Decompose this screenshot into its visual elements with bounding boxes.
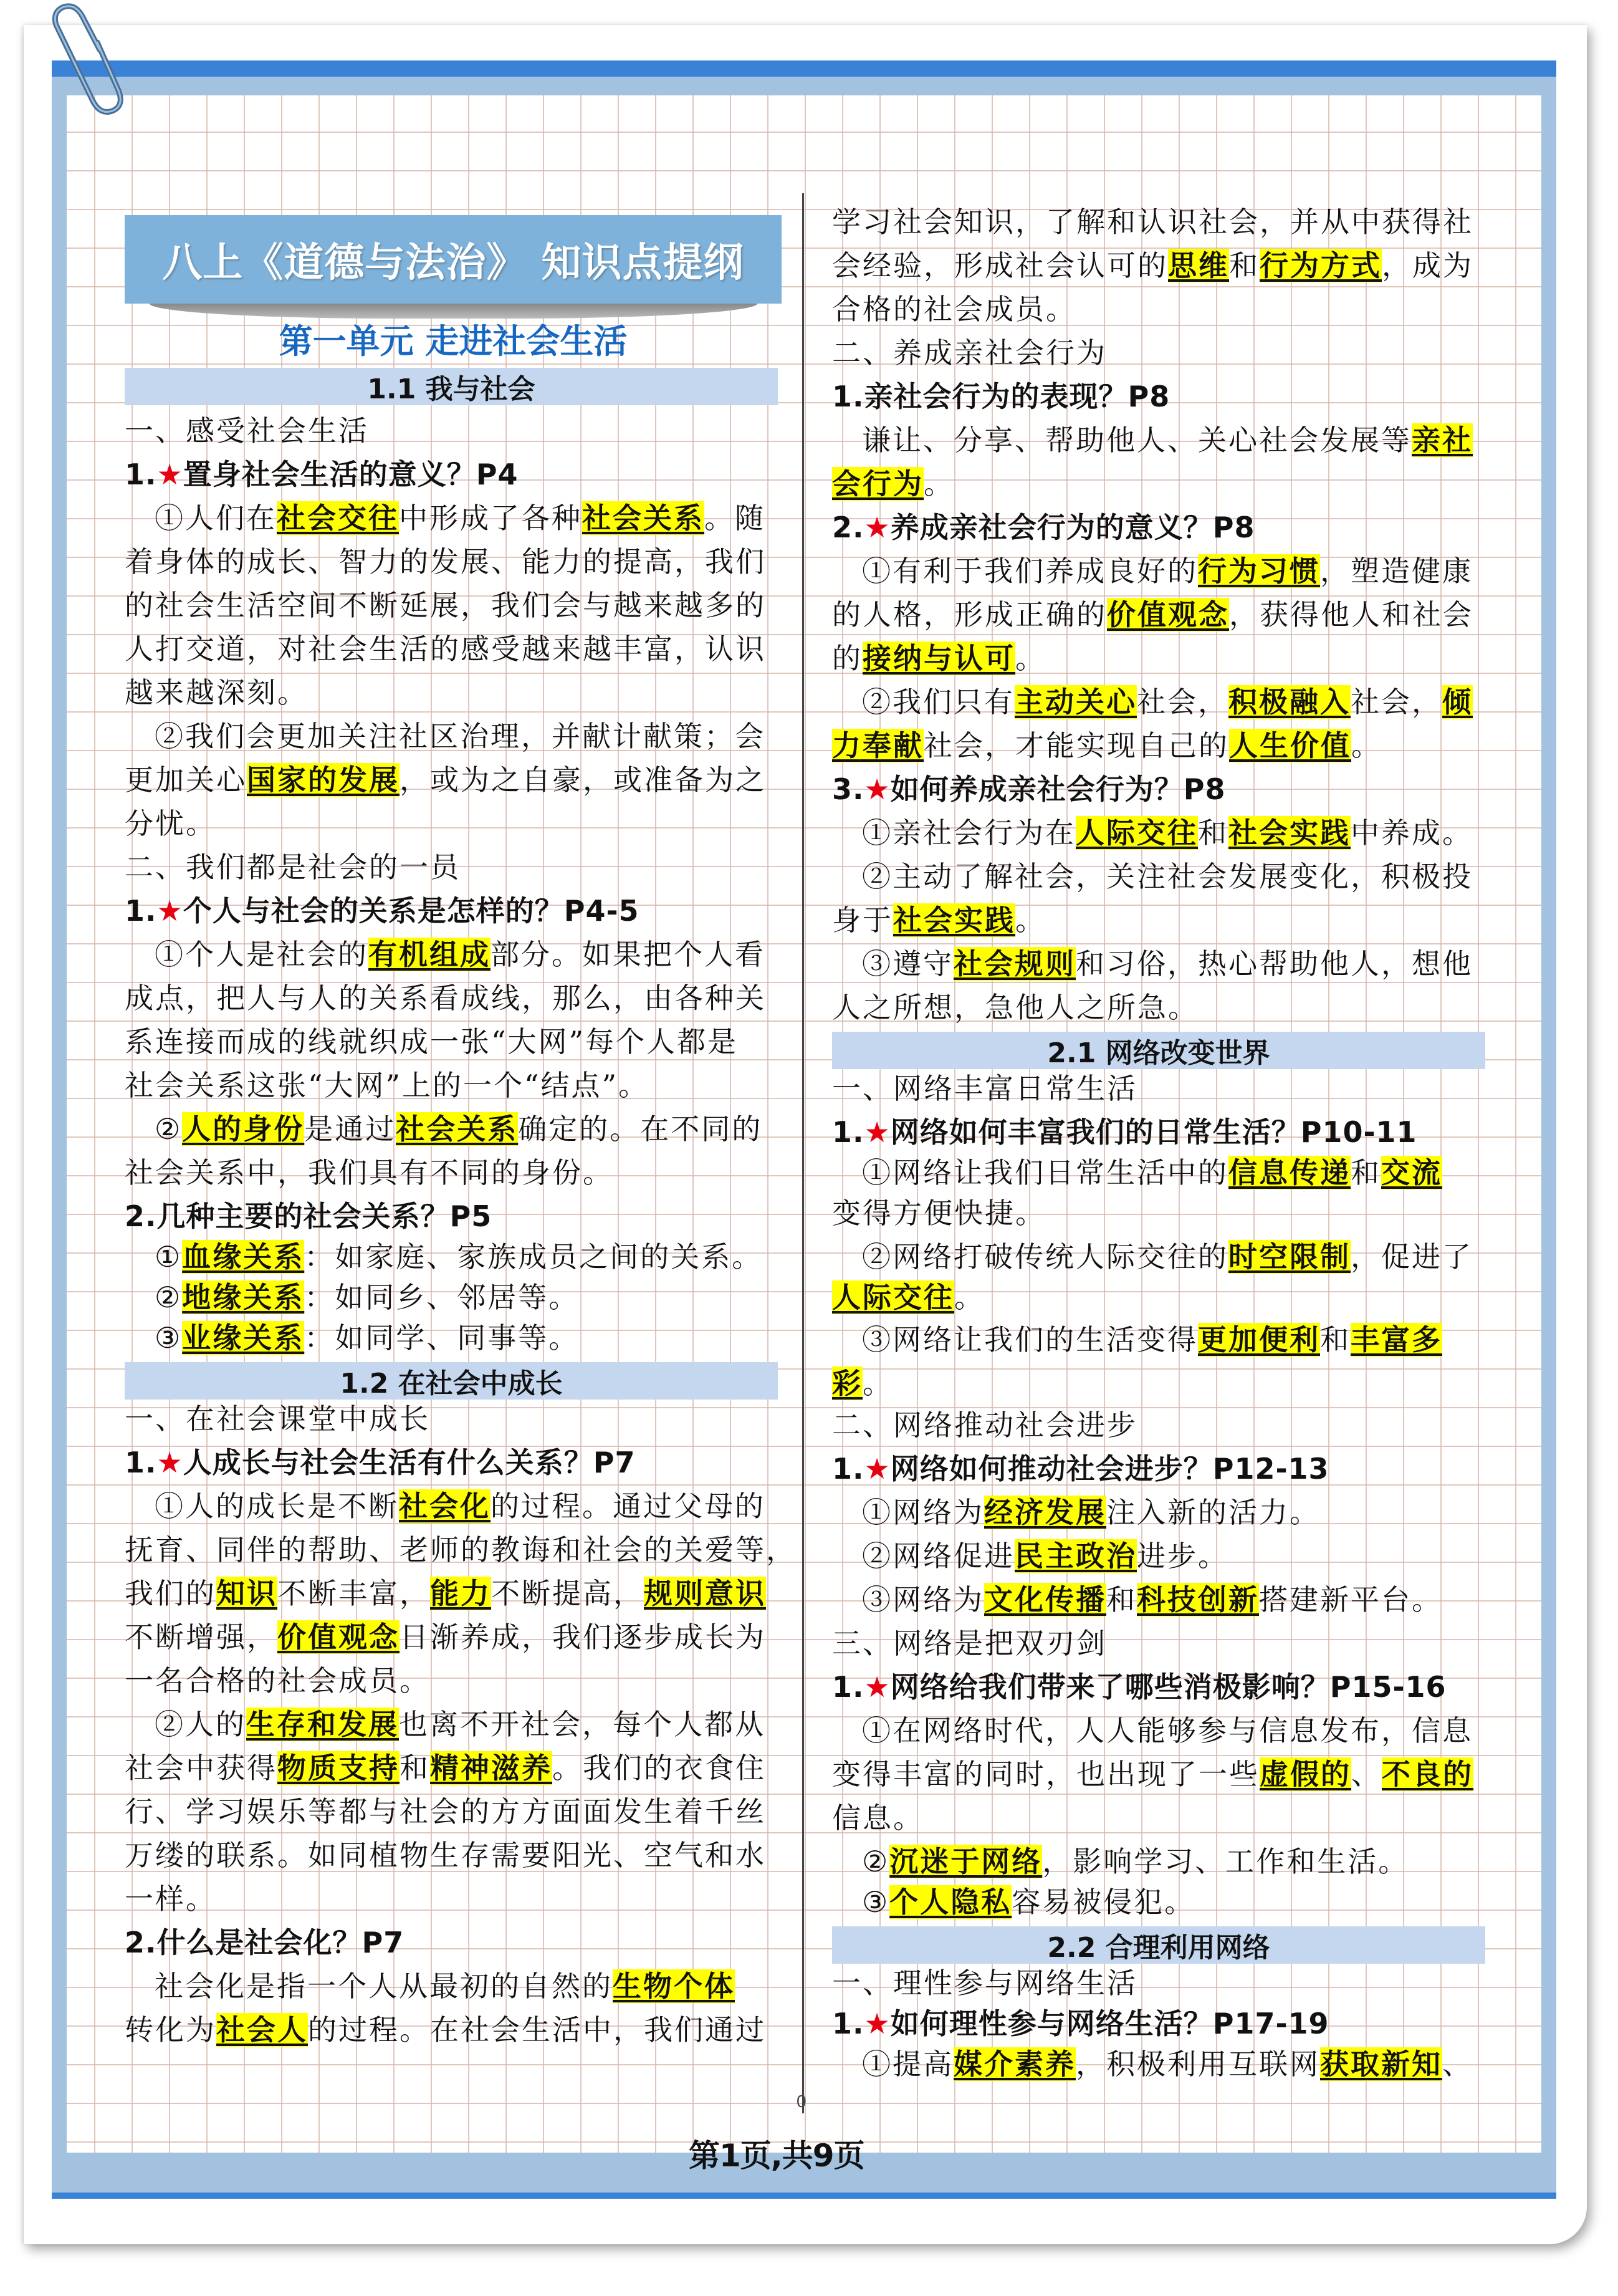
text: 、 [1351, 1757, 1382, 1791]
question-number: 1. [832, 1115, 864, 1149]
text: ③遵守 [862, 947, 954, 981]
question-number: 1. [125, 458, 157, 491]
text: ③网络为 [862, 1583, 984, 1616]
text: 。 [863, 1367, 893, 1400]
text-line [125, 935, 765, 974]
question-number: 2. [832, 511, 864, 544]
text: 。 [954, 1280, 985, 1314]
text-line [832, 726, 1382, 765]
text: 也离不开社会，每个人都从 [399, 1708, 765, 1741]
text: ①网络让我们日常生活中的 [862, 1156, 1228, 1189]
text-line [832, 639, 1046, 678]
question-number: 3. [832, 772, 864, 806]
text: ：如同乡、邻居等。 [304, 1280, 580, 1314]
title-banner [125, 215, 782, 304]
star-icon: ★ [156, 1446, 183, 1479]
text: 和 [1106, 1583, 1137, 1616]
text: 容易被侵犯。 [1012, 1885, 1195, 1919]
text-line [832, 464, 954, 503]
heading-grow-in-society: 一、在社会课堂中成长 [125, 1402, 430, 1436]
highlight-term: 时空限制 [1228, 1240, 1351, 1274]
highlight-term: 力奉献 [832, 729, 924, 762]
text-line [125, 1574, 766, 1613]
question-5: 2.什么是社会化？P7 [125, 1926, 404, 1959]
text-line [125, 1705, 765, 1744]
text-line [125, 1618, 766, 1656]
text: ② [155, 1112, 183, 1146]
text: ③ [862, 1885, 890, 1919]
star-icon: ★ [864, 1670, 891, 1704]
text-line [832, 814, 1473, 852]
text: 进步。 [1137, 1539, 1228, 1573]
text: ② [155, 1280, 183, 1314]
highlight-term: 血缘关系 [182, 1240, 305, 1274]
text-line [832, 595, 1473, 634]
highlight-term: 虚假的 [1260, 1757, 1351, 1791]
text: 。 [1015, 641, 1046, 675]
text-line [832, 2045, 1473, 2083]
question-r4 [832, 1113, 1417, 1151]
heading-network-progress: 二、网络推动社会进步 [832, 1408, 1137, 1442]
text: ①网络为 [862, 1496, 984, 1529]
heading-rational-participation: 一、理性参与网络生活 [832, 1966, 1137, 2000]
question-text: 如何理性参与网络生活？P17-19 [890, 2007, 1329, 2040]
highlight-term: 地缘关系 [182, 1280, 305, 1314]
section-bar-2-1: 2.1 网络改变世界 [832, 1032, 1485, 1069]
text-line [832, 1580, 1442, 1619]
text: 社会， [1351, 685, 1442, 719]
text: ：如同学、同事等。 [304, 1321, 580, 1355]
highlight-term: 社会实践 [1228, 816, 1351, 850]
highlight-term: 社会化 [399, 1489, 491, 1523]
text-line [125, 2010, 766, 2049]
text-line: 的社会生活空间不断延展，我们会与越来越多的 [125, 588, 766, 622]
text-line [832, 1278, 985, 1317]
text-line: 抚育、同伴的帮助、老师的教诲和社会的关爱等， [125, 1533, 797, 1567]
text-line [125, 761, 766, 799]
highlight-term: 经济发展 [984, 1496, 1106, 1529]
text-line [125, 1110, 762, 1148]
star-icon: ★ [156, 894, 183, 928]
question-text: 网络给我们带来了哪些消极影响？P15-16 [890, 1670, 1447, 1704]
text-line [832, 1883, 1195, 1921]
text: 的 [832, 641, 863, 675]
highlight-term: 知识 [216, 1577, 277, 1610]
highlight-term: 更加便利 [1198, 1323, 1320, 1357]
text: ，影响学习、工作和生活。 [1042, 1845, 1409, 1878]
highlight-term: 能力 [430, 1577, 491, 1610]
text: ，促进了 [1351, 1240, 1473, 1274]
highlight-term: 交流 [1381, 1156, 1442, 1189]
text-line: 系连接而成的线就织成一张“大网”每个人都是 [125, 1025, 739, 1059]
text: 转化为 [125, 2013, 216, 2047]
highlight-term: 有机组成 [368, 938, 491, 971]
paperclip-icon [37, 0, 143, 137]
highlight-term: 人际交往 [832, 1280, 954, 1314]
highlight-term: 人的身份 [182, 1112, 305, 1146]
star-icon: ★ [864, 2007, 891, 2040]
highlight-term: 丰富多 [1351, 1323, 1442, 1357]
star-icon: ★ [864, 1115, 891, 1149]
highlight-term: 生物个体 [613, 1969, 735, 2003]
highlight-term: 获取新知 [1320, 2047, 1442, 2081]
highlight-term: 业缘关系 [182, 1321, 305, 1355]
question-number: 1. [125, 894, 157, 928]
text-line [832, 1364, 893, 1403]
highlight-term: 价值观念 [277, 1620, 400, 1654]
text: ③ [155, 1321, 183, 1355]
text: ①有利于我们养成良好的 [862, 554, 1198, 588]
question-text: 个人与社会的关系是怎样的？P4-5 [183, 894, 639, 928]
highlight-term: 信息传递 [1228, 1156, 1351, 1189]
text: 我们的 [125, 1577, 216, 1610]
star-icon: ★ [864, 511, 891, 544]
heading-member-of-society: 二、我们都是社会的一员 [125, 850, 461, 884]
text-line: 社会关系中，我们具有不同的身份。 [125, 1156, 613, 1189]
text-line: 一名合格的社会成员。 [125, 1664, 430, 1698]
text: ，成为 [1382, 249, 1473, 282]
text: 谦让、分享、帮助他人、关心社会发展等 [862, 423, 1412, 457]
text-line [125, 1319, 579, 1357]
text: ，塑造健康 [1320, 554, 1473, 588]
highlight-term: 精神滋养 [430, 1751, 552, 1785]
text-line [832, 1842, 1409, 1881]
text-line: ①在网络时代，人人能够参与信息发布，信息 [862, 1714, 1473, 1747]
question-r7 [832, 2004, 1329, 2043]
text-line [125, 1237, 762, 1276]
highlight-term: 科技创新 [1137, 1583, 1259, 1616]
text: 和 [1351, 1156, 1381, 1189]
question-2 [125, 891, 639, 930]
divider-label: 0 [797, 2092, 807, 2111]
text: 和 [400, 1751, 430, 1785]
text-line [832, 683, 1473, 721]
question-text: 如何养成亲社会行为？P8 [890, 772, 1226, 806]
text: ① [155, 1240, 183, 1274]
text: ①人的成长是不断 [155, 1489, 399, 1523]
question-3: 2.几种主要的社会关系？P5 [125, 1199, 492, 1233]
question-number: 1. [125, 1446, 157, 1479]
text-line: 越来越深刻。 [125, 676, 308, 709]
highlight-term: 接纳与认可 [863, 641, 1015, 675]
text-line [832, 1153, 1442, 1192]
highlight-term: 主动关心 [1015, 685, 1137, 719]
text: 、 [1442, 2047, 1473, 2081]
document-title: 八上《道德与法治》 知识点提纲 [162, 240, 744, 286]
text: 的过程。在社会生活中，我们通过 [308, 2013, 766, 2047]
highlight-term: 社会关系 [582, 501, 704, 535]
text: 注入新的活力。 [1106, 1496, 1320, 1529]
text: 的人格，形成正确的 [832, 598, 1107, 632]
text-line [832, 421, 1473, 459]
text: ：如家庭、家族成员之间的关系。 [304, 1240, 763, 1274]
question-number: 1. [832, 1452, 864, 1486]
highlight-term: 人生价值 [1229, 729, 1351, 762]
text: 会经验，形成社会认可的 [832, 249, 1168, 282]
text: 。 [1351, 729, 1382, 762]
highlight-term: 人际交往 [1076, 816, 1198, 850]
highlight-term: 行为习惯 [1198, 554, 1320, 588]
text-line [125, 1749, 766, 1787]
text: 社会，才能实现自己的 [924, 729, 1229, 762]
highlight-term: 国家的发展 [247, 763, 400, 797]
highlight-term: 沉迷于网络 [889, 1845, 1043, 1878]
section-bar-1-1: 1.1 我与社会 [125, 368, 778, 405]
text: ①亲社会行为在 [862, 816, 1076, 850]
question-1 [125, 455, 518, 494]
text: 不断提高， [491, 1577, 644, 1610]
question-text: 人成长与社会生活有什么关系？P7 [183, 1446, 636, 1479]
text: 。 [1015, 903, 1046, 937]
highlight-term: 亲社 [1412, 423, 1473, 457]
text: ①人们在 [155, 501, 277, 535]
text: ，或为之自豪，或准备为之 [400, 763, 766, 797]
highlight-term: 不良的 [1382, 1757, 1473, 1791]
highlight-term: 会行为 [832, 467, 924, 501]
text: 日渐养成，我们逐步成长为 [400, 1620, 766, 1654]
highlight-term: 社会实践 [893, 903, 1015, 937]
text-line [832, 944, 1473, 983]
text: 和 [1320, 1323, 1351, 1357]
heading-double-edged-sword: 三、网络是把双刃剑 [832, 1626, 1107, 1660]
highlight-term: 价值观念 [1107, 598, 1229, 632]
text: 。随 [704, 501, 765, 535]
text-line [832, 1755, 1473, 1794]
highlight-term: 规则意识 [644, 1577, 766, 1610]
text: ②人的 [155, 1708, 246, 1741]
highlight-term: 文化传播 [984, 1583, 1106, 1616]
text-line [125, 1967, 735, 2005]
text: 搭建新平台。 [1259, 1583, 1442, 1616]
text-line [832, 246, 1473, 285]
highlight-term: 生存和发展 [246, 1708, 399, 1741]
text: 和习俗，热心帮助他人，想他 [1076, 947, 1473, 981]
question-r3 [832, 770, 1225, 809]
text-line: 合格的社会成员。 [832, 292, 1076, 326]
question-text: 养成亲社会行为的意义？P8 [890, 511, 1255, 544]
highlight-term: 社会关系 [396, 1112, 519, 1146]
question-number: 1. [832, 1670, 864, 1704]
text-line: 人打交道，对社会生活的感受越来越丰富，认识 [125, 632, 766, 666]
highlight-term: 社会交往 [277, 501, 399, 535]
question-text: 网络如何推动社会进步？P12-13 [890, 1452, 1329, 1486]
section-bar-2-2: 2.2 合理利用网络 [832, 1926, 1485, 1964]
text: 部分。如果把个人看 [491, 938, 765, 971]
text: ③网络让我们的生活变得 [862, 1323, 1198, 1357]
text-line: 人之所想，急他人之所急。 [832, 991, 1199, 1024]
text-line: ②主动了解社会，关注社会发展变化，积极投 [862, 860, 1473, 893]
question-number: 1. [832, 2007, 864, 2040]
text-line: 学习社会知识，了解和认识社会，并从中获得社 [832, 205, 1473, 239]
text: 社会中获得 [125, 1751, 277, 1785]
text: ②我们只有 [862, 685, 1015, 719]
text-line [832, 1537, 1228, 1575]
text: ①个人是社会的 [155, 938, 368, 971]
highlight-term: 思维 [1168, 249, 1229, 282]
text-line: 社会关系这张“大网”上的一个“结点”。 [125, 1069, 649, 1102]
question-r5 [832, 1449, 1329, 1488]
text-line [125, 499, 765, 537]
heading-prosocial-behavior: 二、养成亲社会行为 [832, 336, 1107, 370]
text-line: 万缕的联系。如同植物生存需要阳光、空气和水 [125, 1838, 766, 1872]
text-line [832, 1320, 1442, 1359]
text: 变得丰富的同时，也出现了一些 [832, 1757, 1260, 1791]
text-line: 信息。 [832, 1801, 924, 1835]
highlight-term: 个人隐私 [889, 1885, 1012, 1919]
text-line: 一样。 [125, 1882, 216, 1916]
highlight-term: 彩 [832, 1367, 863, 1400]
text-line: ②我们会更加关注社区治理，并献计献策；会 [155, 719, 765, 753]
highlight-term: 社会人 [216, 2013, 308, 2047]
text: ②网络打破传统人际交往的 [862, 1240, 1228, 1274]
text: 确定的。在不同的 [518, 1112, 763, 1146]
question-text: 置身社会生活的意义？P4 [183, 458, 519, 491]
text-line [832, 1493, 1320, 1532]
question-r6 [832, 1668, 1447, 1706]
text: ①提高 [862, 2047, 954, 2081]
text-line: 着身体的成长、智力的发展、能力的提高，我们 [125, 545, 766, 579]
text: 不断丰富， [277, 1577, 430, 1610]
text: 中形成了各种 [399, 501, 582, 535]
text-line: 分忧。 [125, 807, 216, 840]
highlight-term: 民主政治 [1015, 1539, 1137, 1573]
text: 。 [924, 467, 954, 501]
highlight-term: 社会规则 [954, 947, 1076, 981]
star-icon: ★ [156, 458, 183, 491]
text: ，积极利用互联网 [1076, 2047, 1320, 2081]
highlight-term: 物质支持 [277, 1751, 400, 1785]
text: ，获得他人和社会 [1229, 598, 1473, 632]
heading-feel-social-life: 一、感受社会生活 [125, 414, 369, 448]
text-line [125, 1487, 765, 1525]
text: 和 [1229, 249, 1260, 282]
highlight-term: 倾 [1442, 685, 1473, 719]
page-footer: 第1页,共9页 [689, 2138, 864, 2174]
text: 社会， [1137, 685, 1228, 719]
column-divider [802, 193, 804, 2113]
text: 不断增强， [125, 1620, 277, 1654]
text-line: 变得方便快捷。 [832, 1196, 1046, 1230]
text-line [832, 552, 1473, 590]
text: ②网络促进 [862, 1539, 1015, 1573]
highlight-term: 积极融入 [1228, 685, 1351, 719]
question-r1: 1.亲社会行为的表现？P8 [832, 380, 1170, 413]
unit-title: 第一单元 走进社会生活 [279, 322, 628, 361]
text-line [832, 1237, 1473, 1276]
text-line [125, 1278, 579, 1317]
text: 社会化是指一个人从最初的自然的 [155, 1969, 613, 2003]
text-line: 成点，把人与人的关系看成线，那么，由各种关 [125, 981, 766, 1015]
question-4 [125, 1443, 635, 1482]
text: 和 [1198, 816, 1228, 850]
heading-enrich-daily-life: 一、网络丰富日常生活 [832, 1072, 1137, 1105]
text: 是通过 [304, 1112, 396, 1146]
section-bar-1-2: 1.2 在社会中成长 [125, 1362, 778, 1400]
text: 的过程。通过父母的 [491, 1489, 765, 1523]
text: ② [862, 1845, 890, 1878]
question-r2 [832, 508, 1255, 547]
question-text: 网络如何丰富我们的日常生活？P10-11 [890, 1115, 1417, 1149]
text-line [832, 901, 1046, 939]
star-icon: ★ [864, 772, 891, 806]
text: 更加关心 [125, 763, 247, 797]
highlight-term: 媒介素养 [954, 2047, 1076, 2081]
text: 中养成。 [1351, 816, 1473, 850]
highlight-term: 行为方式 [1260, 249, 1382, 282]
text: 。我们的衣食住 [552, 1751, 766, 1785]
text: 身于 [832, 903, 893, 937]
star-icon: ★ [864, 1452, 891, 1486]
text-line: 行、学习娱乐等都与社会的方方面面发生着千丝 [125, 1795, 766, 1828]
